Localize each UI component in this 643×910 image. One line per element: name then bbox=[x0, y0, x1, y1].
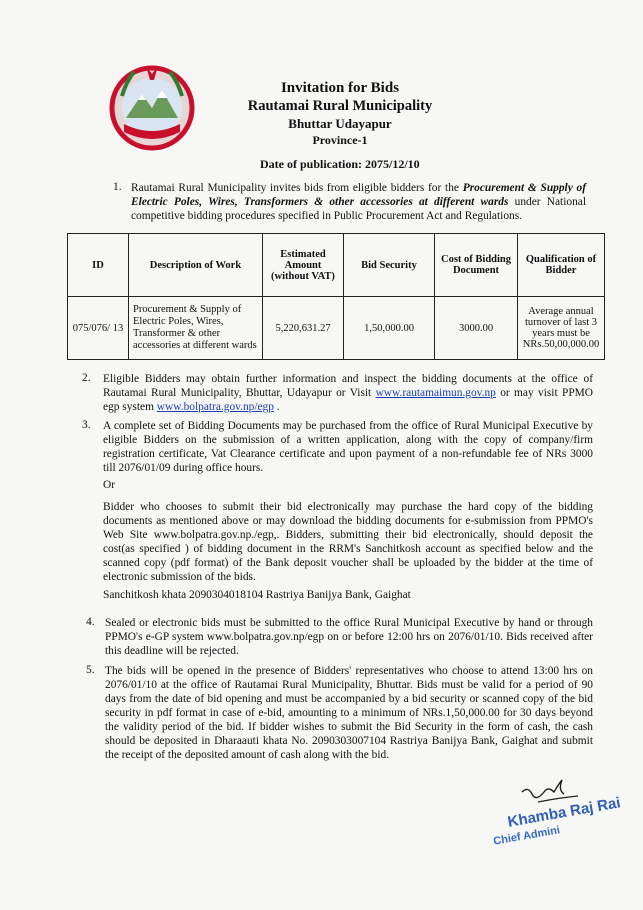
col-header-qualification: Qualification of Bidder bbox=[518, 234, 605, 297]
paragraph-3-electronic: Bidder who chooses to submit their bid electronically may purchase the hard copy of the bidding documents as mentioned above or may download the bidding documents for e-submission from PPMO's Web Site www.bolpatra.gov.np./egp,. Bidders, submitting their bid electronically, should deposit the cost(as specified ) of bidding document in the RRM's Sanchitkosh account as specified below and the scanned copy (pdf format) of the Bank deposit voucher shall be uploaded by the bidder at the time of electronic submission of the bids. bbox=[103, 501, 593, 583]
sanchitkosh-account: Sanchitkosh khata 2090304018104 Rastriya Banijya Bank, Gaighat bbox=[103, 589, 411, 601]
signatory-title: Chief Admini bbox=[492, 824, 561, 848]
table-row bbox=[68, 297, 605, 360]
cell-description: Procurement & Supply of Electric Poles, Wires, Transformer & other accessories at different wards bbox=[129, 297, 263, 360]
para2-text-b: or may visit PPMO egp system bbox=[103, 387, 594, 413]
publication-date: Date of publication: 2075/12/10 bbox=[260, 157, 420, 171]
cell-cost: 3000.00 bbox=[435, 297, 518, 360]
bid-table bbox=[67, 233, 605, 360]
nepal-emblem-logo bbox=[104, 58, 200, 154]
paragraph-3: A complete set of Bidding Documents may be purchased from the office of Rural Municipal Executive by eligible Bidders on the submission of a written application, along with the copy of company/firm registration certificate, Vat Clearance certificate and upon payment of a non-refundable fee of NRs 3000 till 2076/01/09 during office hours. bbox=[103, 420, 593, 474]
col-header-amount: Estimated Amount (without VAT) bbox=[263, 234, 344, 297]
document-title: Invitation for Bids bbox=[280, 80, 400, 96]
para1-work-title: Procurement & Supply of Electric Poles, Wires, Transformers & other accessories at different wards bbox=[131, 182, 587, 208]
col-header-id: ID bbox=[68, 234, 129, 297]
para2-text-a: Eligible Bidders may obtain further information and inspect the bidding documents at the office of Rautamai Rural Municipality, Bhuttar, Udayapur or Visit bbox=[103, 373, 593, 399]
para-number: 1. bbox=[113, 181, 122, 193]
paragraph-4: Sealed or electronic bids must be submitted to the office Rural Municipal Executive by hand or through PPMO's e-GP system www.bolpatra.gov.np/egp on or before 12:00 hrs on 2076/01/10. Bids received after this deadline will be rejected. bbox=[105, 617, 593, 657]
paragraph-1 bbox=[131, 181, 586, 223]
ppmo-egp-link[interactable]: www.bolpatra.gov.np/egp bbox=[156, 401, 274, 413]
para1-text-a: Rautamai Rural Municipality invites bids from eligible bidders for the bbox=[131, 182, 463, 194]
municipality-website-link[interactable]: www.rautamaimun.gov.np bbox=[375, 387, 496, 399]
para-number: 2. bbox=[82, 372, 91, 384]
signatory-name: Khamba Raj Rai bbox=[506, 794, 622, 831]
col-header-security: Bid Security bbox=[344, 234, 435, 297]
cell-qualification: Average annual turnover of last 3 years must be NRs.50,00,000.00 bbox=[518, 297, 605, 360]
or-separator: Or bbox=[103, 479, 116, 491]
organization-name: Rautamai Rural Municipality bbox=[247, 98, 433, 114]
para-number: 4. bbox=[86, 616, 95, 628]
col-header-cost: Cost of Bidding Document bbox=[435, 234, 518, 297]
cell-security: 1,50,000.00 bbox=[344, 297, 435, 360]
location: Bhuttar Udayapur bbox=[288, 116, 392, 131]
cell-id: 075/076/ 13 bbox=[68, 297, 129, 360]
para-number: 3. bbox=[82, 419, 91, 431]
para-number: 5. bbox=[86, 664, 95, 676]
para2-text-c: . bbox=[273, 401, 280, 413]
cell-amount: 5,220,631.27 bbox=[263, 297, 344, 360]
col-header-description: Description of Work bbox=[129, 234, 263, 297]
para1-text-c: under National competitive bidding procedures specified in Public Procurement Act and Regulations. bbox=[131, 196, 586, 222]
province: Province-1 bbox=[312, 133, 368, 147]
table-header-row bbox=[68, 234, 605, 297]
paragraph-5: The bids will be opened in the presence of Bidders' representatives who choose to attend 13:00 hrs on 2076/01/10 at the office of Rautamai Rural Municipality, Bhuttar. Bids must be valid for a period of 90 days from the date of bid opening and must be accompanied by a bid security or scanned copy of the bid security in pdf format in case of e-bid, amounting to a minimum of NRs.1,50,000.00 for 30 days beyond the validity period of the bid. If bidder wishes to submit the Bid Security in the form of cash, the cash should be deposited in Dharaauti khata No. 2090303007104 Rastriya Banijya Bank, Gaighat and submit the receipt of the deposited amount of cash along with the bid. bbox=[105, 665, 593, 761]
paragraph-2 bbox=[103, 372, 593, 414]
